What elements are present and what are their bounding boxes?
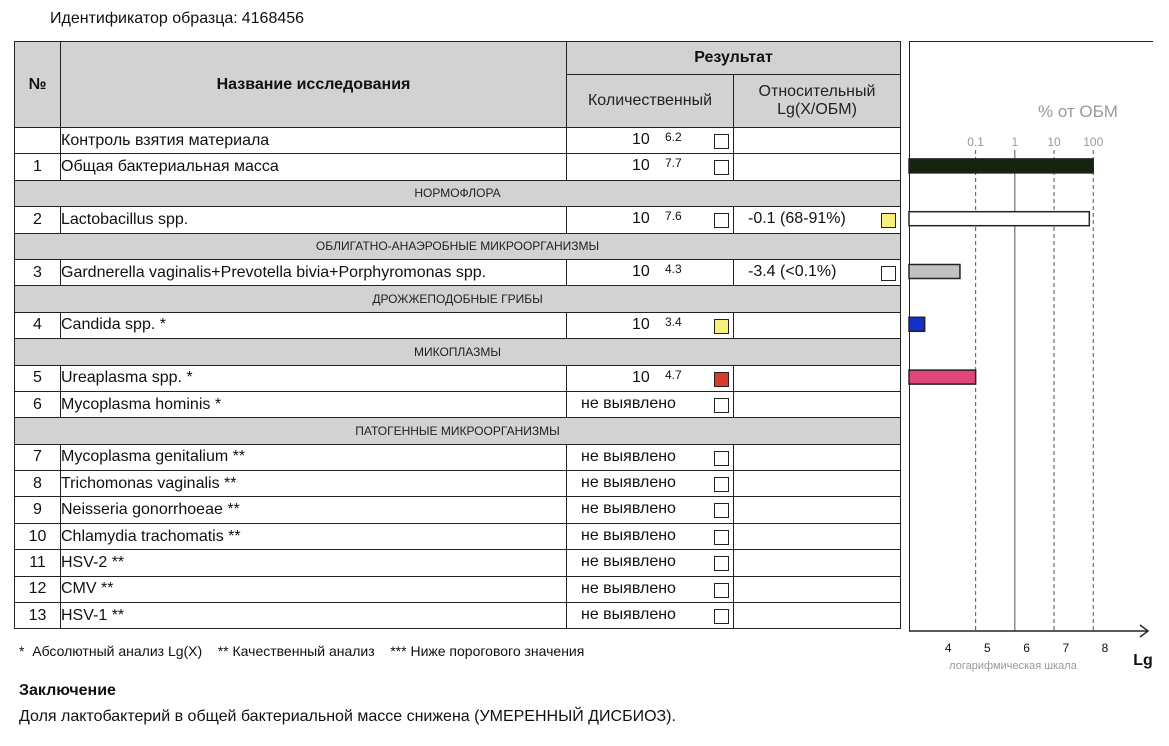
not-detected: не выявлено xyxy=(581,394,676,412)
x-tick-label: 5 xyxy=(984,641,991,655)
not-detected: не выявлено xyxy=(581,579,676,597)
test-name: Общая бактериальная масса xyxy=(61,154,567,180)
relative-value: -0.1 (68-91%) xyxy=(748,210,846,228)
relative-result xyxy=(734,365,901,391)
table-row xyxy=(15,259,901,285)
section-title: ОБЛИГАТНО-АНАЭРОБНЫЕ МИКРООРГАНИЗМЫ xyxy=(15,233,901,259)
row-number: 9 xyxy=(15,497,61,523)
quantitative-result xyxy=(567,444,734,470)
section-title: ДРОЖЖЕПОДОБНЫЕ ГРИБЫ xyxy=(15,286,901,312)
row-number: 3 xyxy=(15,259,61,285)
results-table xyxy=(14,41,901,629)
chart-title: % от ОБМ xyxy=(1038,102,1118,121)
x-tick-label: 4 xyxy=(944,641,952,655)
relative-result xyxy=(734,603,901,629)
test-name: Chlamydia trachomatis ** xyxy=(61,523,567,549)
quantitative-result xyxy=(567,550,734,576)
relative-result xyxy=(734,444,901,470)
row-number: 12 xyxy=(15,576,61,602)
status-box xyxy=(714,609,729,624)
table-row xyxy=(15,365,901,391)
x-tick-label: 6 xyxy=(1023,641,1030,655)
section-header xyxy=(15,286,901,312)
status-box xyxy=(714,398,729,413)
not-detected: не выявлено xyxy=(581,606,676,624)
quantitative-result xyxy=(567,576,734,602)
quantitative-result xyxy=(567,128,734,154)
row-number xyxy=(15,128,61,154)
table-row xyxy=(15,444,901,470)
quantitative-result xyxy=(567,154,734,180)
row-number: 10 xyxy=(15,523,61,549)
row-number: 8 xyxy=(15,471,61,497)
relative-result xyxy=(734,550,901,576)
test-name: Контроль взятия материала xyxy=(61,128,567,154)
col-rel-header-line2: Lg(X/ОБМ) xyxy=(777,101,857,118)
relative-result xyxy=(734,259,901,285)
row-number: 2 xyxy=(15,207,61,233)
relative-value: -3.4 (<0.1%) xyxy=(748,262,837,280)
row-number: 13 xyxy=(15,603,61,629)
col-rel-header-line1: Относительный xyxy=(758,83,876,100)
row-number: 1 xyxy=(15,154,61,180)
table-row xyxy=(15,391,901,417)
conclusion-title: Заключение xyxy=(19,682,116,699)
col-name-header: Название исследования xyxy=(61,42,567,128)
status-box xyxy=(714,583,729,598)
quantitative-result xyxy=(567,497,734,523)
section-header xyxy=(15,233,901,259)
section-header xyxy=(15,418,901,444)
quantitative-result xyxy=(567,207,734,233)
power-base: 10 xyxy=(632,262,650,280)
quantitative-result xyxy=(567,603,734,629)
table-row xyxy=(15,207,901,233)
quantitative-result xyxy=(567,259,734,285)
relative-result xyxy=(734,312,901,338)
section-title: ПАТОГЕННЫЕ МИКРООРГАНИЗМЫ xyxy=(15,418,901,444)
power-exponent: 3.4 xyxy=(665,314,682,329)
power-exponent: 4.3 xyxy=(665,261,682,276)
status-box xyxy=(714,372,729,387)
quantitative-result xyxy=(567,365,734,391)
power-exponent: 6.2 xyxy=(665,130,682,144)
table-row xyxy=(15,497,901,523)
power-base: 10 xyxy=(632,210,650,228)
status-box xyxy=(714,556,729,571)
not-detected: не выявлено xyxy=(581,526,676,544)
test-name: Gardnerella vaginalis+Prevotella bivia+Porphyromonas spp. xyxy=(61,259,567,285)
sample-id-label: Идентификатор образца: xyxy=(50,10,238,27)
footnote: * Абсолютный анализ Lg(X) ** Качественный анализ *** Ниже порогового значения xyxy=(19,643,585,659)
test-name: Lactobacillus spp. xyxy=(61,207,567,233)
status-box xyxy=(714,477,729,492)
status-box xyxy=(714,503,729,518)
table-row xyxy=(15,523,901,549)
section-title: НОРМОФЛОРА xyxy=(15,180,901,206)
percent-tick-label: 0.1 xyxy=(967,135,984,149)
x-tick-label: 8 xyxy=(1101,641,1109,655)
power-base: 10 xyxy=(632,315,650,333)
status-box xyxy=(714,530,729,545)
table-row xyxy=(15,550,901,576)
test-name: Candida spp. * xyxy=(61,312,567,338)
relative-result xyxy=(734,154,901,180)
quantitative-result xyxy=(567,471,734,497)
status-box xyxy=(714,160,729,175)
not-detected: не выявлено xyxy=(581,553,676,571)
conclusion-text: Доля лактобактерий в общей бактериальной массе снижена (УМЕРЕННЫЙ ДИСБИОЗ). xyxy=(19,708,676,725)
table-row xyxy=(15,471,901,497)
col-quant-header: Количественный xyxy=(567,75,734,128)
section-title: МИКОПЛАЗМЫ xyxy=(15,339,901,365)
table-row xyxy=(15,603,901,629)
table-row xyxy=(15,128,901,154)
sample-id-value: 4168456 xyxy=(241,10,305,27)
power-exponent: 4.7 xyxy=(665,367,682,382)
axis-unit-label: Lg xyxy=(1133,652,1153,669)
test-name: CMV ** xyxy=(61,576,567,602)
test-name: HSV-2 ** xyxy=(61,550,567,576)
test-name: HSV-1 ** xyxy=(61,603,567,629)
relative-result xyxy=(734,497,901,523)
table-row xyxy=(15,154,901,180)
col-rel-header xyxy=(734,75,901,128)
power-base: 10 xyxy=(632,157,650,175)
power-base: 10 xyxy=(632,368,650,386)
status-box xyxy=(714,451,729,466)
table-row xyxy=(15,312,901,338)
chart-frame xyxy=(909,41,1153,631)
test-name: Ureaplasma spp. * xyxy=(61,365,567,391)
col-result-header: Результат xyxy=(567,42,901,75)
test-name: Mycoplasma genitalium ** xyxy=(61,444,567,470)
x-tick-label: 7 xyxy=(1062,641,1070,655)
not-detected: не выявлено xyxy=(581,447,676,465)
table-row xyxy=(15,576,901,602)
relative-result xyxy=(734,471,901,497)
row-number: 4 xyxy=(15,312,61,338)
row-number: 7 xyxy=(15,444,61,470)
relative-result xyxy=(734,207,901,233)
relative-result xyxy=(734,391,901,417)
not-detected: не выявлено xyxy=(581,500,676,518)
percent-tick-label: 100 xyxy=(1083,135,1104,149)
percent-tick-label: 1 xyxy=(1011,135,1019,149)
row-number: 5 xyxy=(15,365,61,391)
test-name: Trichomonas vaginalis ** xyxy=(61,471,567,497)
relative-result xyxy=(734,128,901,154)
power-exponent: 7.7 xyxy=(665,156,682,171)
power-base: 10 xyxy=(632,131,650,148)
sample-id xyxy=(46,10,304,28)
test-name: Mycoplasma hominis * xyxy=(61,391,567,417)
relative-status-box xyxy=(881,266,896,281)
relative-result xyxy=(734,576,901,602)
quantitative-result xyxy=(567,312,734,338)
percent-tick-label: 10 xyxy=(1047,135,1061,149)
quantitative-result xyxy=(567,391,734,417)
not-detected: не выявлено xyxy=(581,474,676,492)
status-box xyxy=(714,134,729,149)
section-header xyxy=(15,180,901,206)
row-number: 6 xyxy=(15,391,61,417)
status-box xyxy=(714,319,729,334)
relative-status-box xyxy=(881,213,896,228)
section-header xyxy=(15,339,901,365)
quantitative-result xyxy=(567,523,734,549)
status-box xyxy=(714,213,729,228)
results-body xyxy=(15,128,901,629)
power-exponent: 7.6 xyxy=(665,209,682,224)
test-name: Neisseria gonorrhoeae ** xyxy=(61,497,567,523)
relative-result xyxy=(734,523,901,549)
col-num-header: № xyxy=(15,42,61,128)
x-axis-label: логарифмическая шкала xyxy=(949,660,1077,672)
row-number: 11 xyxy=(15,550,61,576)
